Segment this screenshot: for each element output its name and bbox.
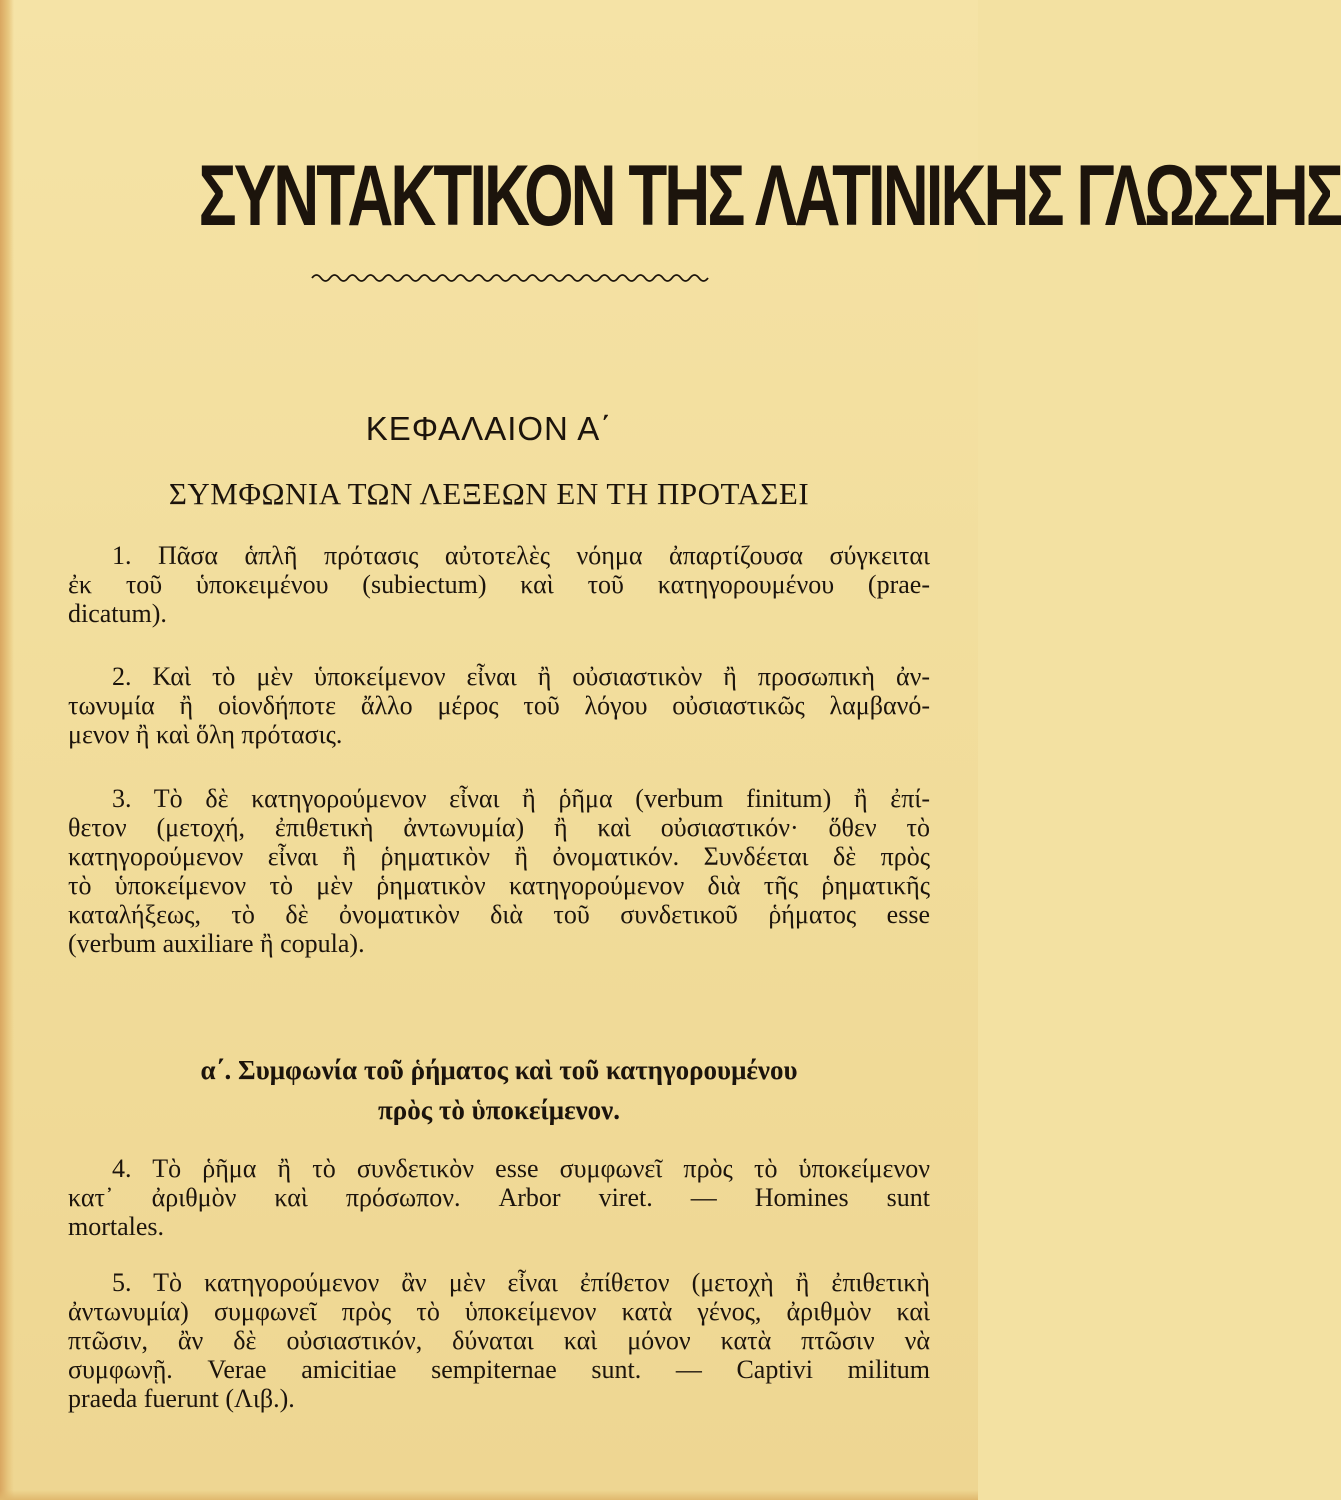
chapter-heading: ΚΕΦΑΛΑΙΟΝ Α΄ [365, 410, 613, 447]
page-bottom-edge [0, 1490, 978, 1500]
text-line: τὸ ὑποκείμενον τὸ μὲν ῥηματικὸν κατηγορούμενον διὰ τῆς ῥηματικῆς [68, 871, 930, 900]
section-heading-line: α΄. Συμφωνία τοῦ ῥήματος καὶ τοῦ κατηγορουμένου [200, 1055, 798, 1085]
main-title: ΣΥΝΤΑΚΤΙΚΟΝ ΤΗΣ ΛΑΤΙΝΙΚΗΣ ΓΛΩΣΣΗΣ [198, 148, 1341, 244]
text-line: 1. Πᾶσα ἁπλῆ πρότασις αὐτοτελὲς νόημα ἀπαρτίζουσα σύγκειται [112, 541, 930, 570]
text-line: mortales. [68, 1212, 165, 1241]
text-line: θετον (μετοχή, ἐπιθετικὴ ἀντωνυμία) ἢ καὶ οὐσιαστικόν· ὅθεν τὸ [68, 813, 930, 842]
text-line: μενον ἢ καὶ ὅλη πρότασις. [68, 720, 343, 749]
text-line: κατ᾽ ἀριθμὸν καὶ πρόσωπον. Arbor viret. — Homines sunt [68, 1183, 930, 1212]
text-line: τωνυμία ἢ οἱονδήποτε ἄλλο μέρος τοῦ λόγου οὐσιαστικῶς λαμβανό- [68, 691, 930, 720]
paragraph-1 [68, 541, 930, 628]
paragraph-2 [68, 662, 930, 749]
text-line: praeda fuerunt (Λιβ.). [68, 1384, 295, 1413]
text-line: 4. Τὸ ῥῆμα ἢ τὸ συνδετικὸν esse συμφωνεῖ πρὸς τὸ ὑποκείμενον [112, 1154, 930, 1183]
wavy-divider [312, 268, 708, 288]
paragraph-3 [68, 784, 930, 958]
text-line: 5. Τὸ κατηγορούμενον ἂν μὲν εἶναι ἐπίθετον (μετοχὴ ἢ ἐπιθετικὴ [112, 1268, 930, 1297]
paragraph-4 [68, 1154, 930, 1241]
text-line: (verbum auxiliare ἢ copula). [68, 929, 365, 958]
text-line: κατηγορούμενον εἶναι ἢ ῥηματικὸν ἢ ὀνοματικόν. Συνδέεται δὲ πρὸς [68, 842, 930, 871]
text-line: 2. Καὶ τὸ μὲν ὑποκείμενον εἶναι ἢ οὐσιαστικὸν ἢ προσωπικὴ ἀν- [112, 662, 930, 691]
text-line: πτῶσιν, ἂν δὲ οὐσιαστικόν, δύναται καὶ μόνον κατὰ πτῶσιν νὰ [68, 1326, 930, 1355]
text-line: ἐκ τοῦ ὑποκειμένου (subiectum) καὶ τοῦ κατηγορουμένου (prae- [68, 570, 930, 599]
text-line: συμφωνῇ. Verae amicitiae sempiternae sunt. — Captivi militum [68, 1355, 930, 1384]
text-line: ἀντωνυμία) συμφωνεῖ πρὸς τὸ ὑποκείμενον κατὰ γένος, ἀριθμὸν καὶ [68, 1297, 930, 1326]
text-line: καταλήξεως, τὸ δὲ ὀνοματικὸν διὰ τοῦ συνδετικοῦ ῥήματος esse [68, 900, 930, 929]
chapter-subtitle: ΣΥΜΦΩΝΙΑ ΤΩΝ ΛΕΞΕΩΝ ΕΝ ΤΗ ΠΡΟΤΑΣΕΙ [168, 476, 810, 511]
paragraph-5 [68, 1268, 930, 1413]
page-edge-stain [0, 0, 14, 1500]
text-line: 3. Τὸ δὲ κατηγορούμενον εἶναι ἢ ῥῆμα (verbum finitum) ἢ ἐπί- [112, 784, 930, 813]
section-heading [68, 1050, 930, 1130]
text-line: dicatum). [68, 599, 167, 628]
section-heading-line: πρὸς τὸ ὑποκείμενον. [378, 1095, 620, 1125]
